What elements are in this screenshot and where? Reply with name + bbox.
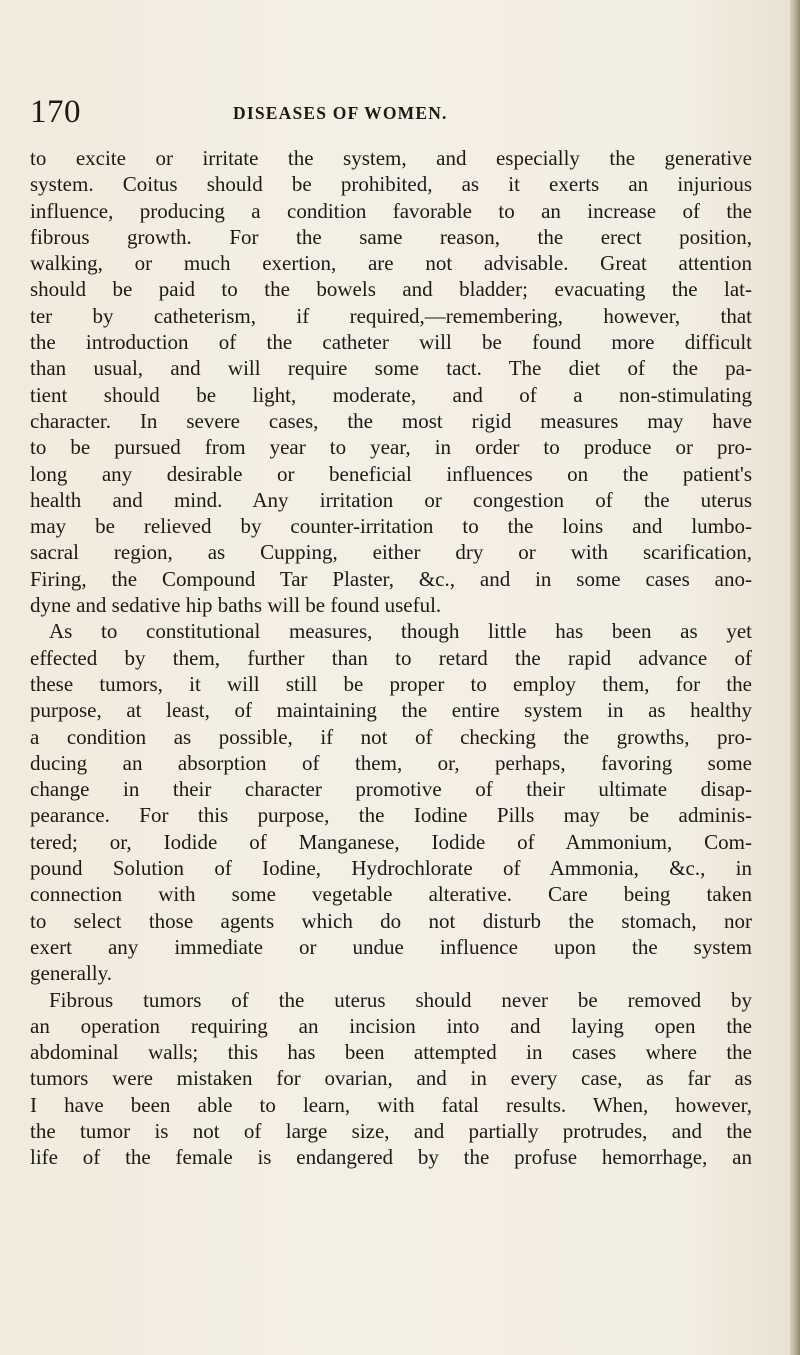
text-line: ter by catheterism, if required,—remembering, however, that bbox=[30, 303, 752, 328]
text-line: to select those agents which do not disturb the stomach, nor bbox=[30, 908, 752, 933]
text-line: sacral region, as Cupping, either dry or with scarification, bbox=[30, 540, 752, 565]
text-line: system. Coitus should be prohibited, as it exerts an injurious bbox=[30, 172, 752, 197]
text-line: tient should be light, moderate, and of a non-stimulating bbox=[30, 382, 752, 407]
text-line: fibrous growth. For the same reason, the erect position, bbox=[30, 224, 752, 249]
page-number: 170 bbox=[30, 94, 81, 130]
text-line: exert any immediate or undue influence upon the system bbox=[30, 934, 752, 959]
text-line: an operation requiring an incision into and laying open the bbox=[30, 1013, 752, 1038]
page-header bbox=[30, 92, 750, 136]
text-line: generally. bbox=[30, 961, 113, 986]
text-line: pearance. For this purpose, the Iodine Pills may be adminis- bbox=[30, 803, 752, 828]
text-line: abdominal walls; this has been attempted in cases where the bbox=[30, 1040, 752, 1065]
text-line: long any desirable or beneficial influences on the patient's bbox=[30, 461, 752, 486]
text-line: tered; or, Iodide of Manganese, Iodide of Ammonium, Com- bbox=[30, 829, 752, 854]
running-head: DISEASES OF WOMEN. bbox=[233, 103, 448, 123]
text-line: influence, producing a condition favorable to an increase of the bbox=[30, 198, 752, 223]
text-line: ducing an absorption of them, or, perhaps, favoring some bbox=[30, 750, 752, 775]
text-line: As to constitutional measures, though little has been as yet bbox=[49, 619, 752, 644]
text-line: than usual, and will require some tact. The diet of the pa- bbox=[30, 356, 752, 381]
text-line: the introduction of the catheter will be found more difficult bbox=[30, 330, 752, 355]
text-line: to excite or irritate the system, and especially the generative bbox=[30, 146, 752, 170]
text-line: life of the female is endangered by the profuse hemorrhage, an bbox=[30, 1145, 752, 1170]
text-line: walking, or much exertion, are not advisable. Great attention bbox=[30, 251, 752, 276]
text-line: a condition as possible, if not of checking the growths, pro- bbox=[30, 724, 752, 749]
text-line: connection with some vegetable alterative. Care being taken bbox=[30, 882, 752, 907]
text-line: Fibrous tumors of the uterus should never be removed by bbox=[49, 987, 752, 1012]
text-line: tumors were mistaken for ovarian, and in every case, as far as bbox=[30, 1066, 752, 1091]
page-edge bbox=[790, 0, 800, 1355]
text-line: to be pursued from year to year, in order to produce or pro- bbox=[30, 435, 752, 460]
text-line: purpose, at least, of maintaining the entire system in as healthy bbox=[30, 698, 752, 723]
text-line: health and mind. Any irritation or congestion of the uterus bbox=[30, 487, 752, 512]
text-line: pound Solution of Iodine, Hydrochlorate of Ammonia, &c., in bbox=[30, 856, 752, 881]
text-line: may be relieved by counter-irritation to the loins and lumbo- bbox=[30, 514, 752, 539]
text-line: change in their character promotive of their ultimate disap- bbox=[30, 777, 752, 802]
text-line: Firing, the Compound Tar Plaster, &c., and in some cases ano- bbox=[30, 566, 752, 591]
text-line: character. In severe cases, the most rigid measures may have bbox=[30, 408, 752, 433]
text-line: I have been able to learn, with fatal results. When, however, bbox=[30, 1092, 752, 1117]
body-text bbox=[30, 145, 752, 1171]
text-line: these tumors, it will still be proper to employ them, for the bbox=[30, 671, 752, 696]
text-line: should be paid to the bowels and bladder; evacuating the lat- bbox=[30, 277, 752, 302]
text-line: dyne and sedative hip baths will be found useful. bbox=[30, 593, 442, 618]
text-line: effected by them, further than to retard the rapid advance of bbox=[30, 645, 752, 670]
text-line: the tumor is not of large size, and partially protrudes, and the bbox=[30, 1118, 752, 1143]
